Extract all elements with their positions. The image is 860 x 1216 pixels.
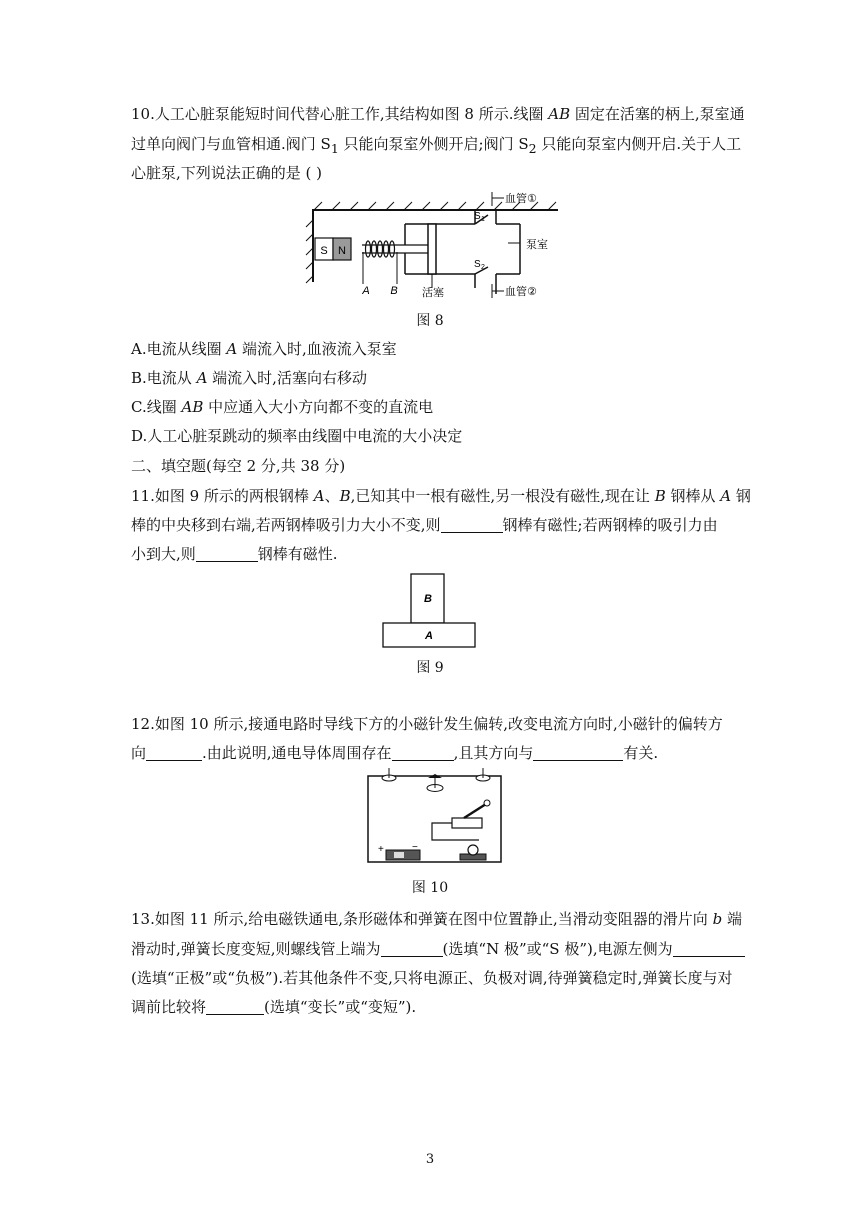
q13-line3: (选填“正极”或“负极”).若其他条件不变,只将电源正、负极对调,待弹簧稳定时,弹簧长度与对 [131,969,733,987]
q11-line1: 11.如图 9 所示的两根钢棒 A、B,已知其中一根有磁性,另一根没有磁性,现在让 B 钢棒从 A 钢 [131,487,751,505]
bulb [468,845,478,855]
label-vessel1: 血管① [505,193,537,205]
answer-blank[interactable] [196,545,258,562]
answer-blank[interactable] [533,744,623,761]
q13-line2: 滑动时,弹簧长度变短,则螺线管上端为 (选填“N 极”或“S 极”),电源左侧为 [131,939,745,959]
figure-9-diagram [380,572,480,650]
answer-blank[interactable] [392,744,454,761]
figure-9-caption: 图 9 [416,660,444,676]
q10-line1: 10.人工心脏泵能短时间代替心脏工作,其结构如图 8 所示.线圈 AB 固定在活塞的柄上,泵室通 [131,105,745,123]
q10-line2: 过单向阀门与血管相通.阀门 $S_1$ 只能向泵室外侧开启;阀门 $S_2$ 只能向泵室内侧开启.关于人工 [131,135,742,156]
label-n: N [338,245,346,257]
rod-b-label: B [424,593,432,605]
q11-line2: 棒的中央移到右端,若两钢棒吸引力大小不变,则 钢棒有磁性;若两钢棒的吸引力由 [131,516,718,534]
label-vessel2: 血管② [505,286,537,298]
answer-blank[interactable] [381,940,443,957]
q10-option-a: A.电流从线圈 A 端流入时,血液流入泵室 [131,340,397,358]
figure-8-diagram [300,188,570,300]
section-heading: 二、填空题(每空 2 分,共 38 分) [131,457,346,475]
label-b: B [390,285,398,297]
q10-line3: 心脏泵,下列说法正确的是 ( ) [131,164,323,182]
label-piston: 活塞 [422,287,444,299]
q10-option-d: D.人工心脏泵跳动的频率由线圈中电流的大小决定 [131,427,463,445]
piston [428,224,436,274]
label-s2-sub: 2 [481,264,485,271]
label-pump: 泵室 [526,239,548,251]
figure-10-caption: 图 10 [411,880,449,896]
q11-line3: 小到大,则 钢棒有磁性. [131,545,338,563]
figure-10-diagram [364,766,510,870]
battery-plus: + [378,844,384,855]
label-s1: S [474,211,481,222]
answer-blank[interactable] [146,744,202,761]
switch [452,818,482,828]
q10-option-b: B.电流从 A 端流入时,活塞向右移动 [131,369,367,387]
label-s1-sub: 1 [481,216,485,223]
q13-line4: 调前比较将 (选填“变长”或“变短”). [131,998,417,1016]
label-s: S [320,245,328,257]
rod-a-label: A [425,630,433,642]
q13-line1: 13.如图 11 所示,给电磁铁通电,条形磁体和弹簧在图中位置静止,当滑动变阻器的滑片向 b 端 [131,910,742,928]
answer-blank[interactable] [441,516,503,533]
answer-blank[interactable] [673,940,745,957]
coil [366,241,395,257]
q12-line2: 向 .由此说明,通电导体周围存在 ,且其方向与 有关. [131,744,659,762]
q12-line1: 12.如图 10 所示,接通电路时导线下方的小磁针发生偏转,改变电流方向时,小磁针的偏转方 [131,715,723,733]
figure-8-caption: 图 8 [416,313,444,329]
label-s2: S [474,259,481,270]
answer-blank[interactable] [206,998,264,1015]
page-number: 3 [425,1152,435,1167]
battery-minus: − [412,842,418,853]
q10-option-c: C.线圈 AB 中应通入大小方向都不变的直流电 [131,398,434,416]
label-a: A [362,285,370,297]
